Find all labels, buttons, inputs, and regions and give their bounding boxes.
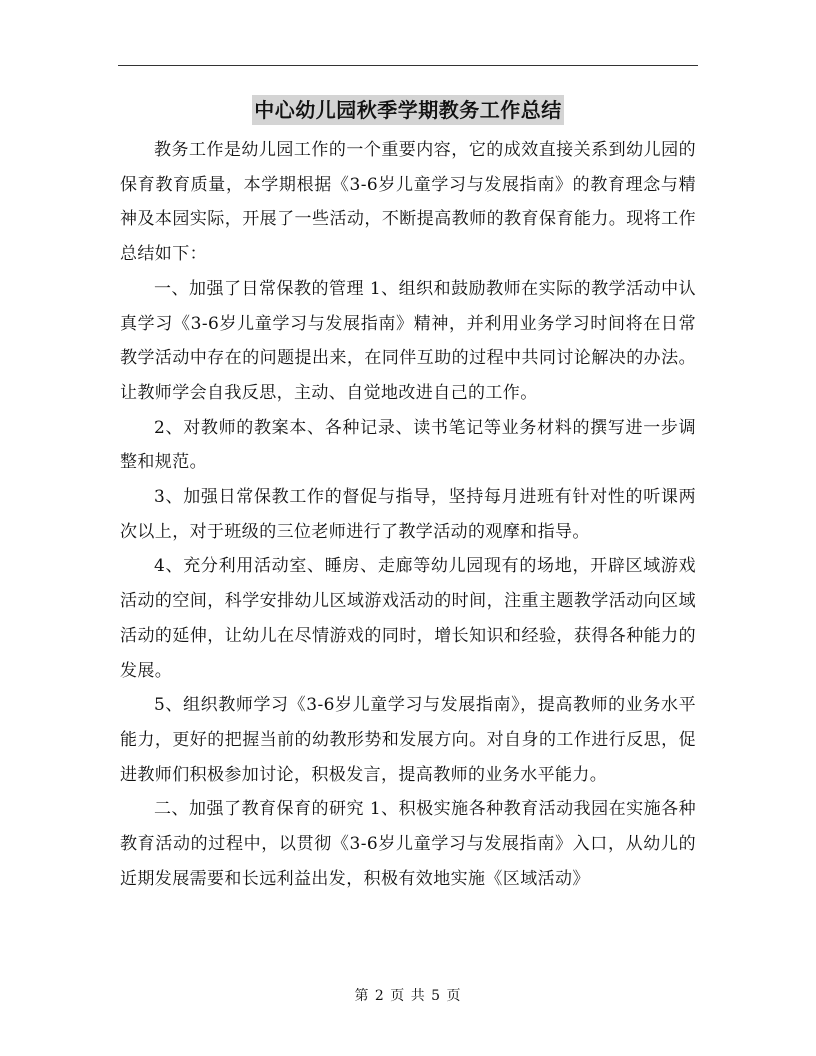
paragraph-item-5: 5、组织教师学习《3-6岁儿童学习与发展指南》，提高教师的业务水平能力，更好的把握当前的幼教形势和发展方向。对自身的工作进行反思，促进教师们积极参加讨论，积极发言，提高教师的业务水平能力。	[120, 695, 696, 785]
header-rule	[118, 65, 698, 66]
title-container	[0, 95, 816, 125]
paragraph-section-2: 二、加强了教育保育的研究 1、积极实施各种教育活动我园在实施各种教育活动的过程中，以贯彻《3-6岁儿童学习与发展指南》入口，从幼儿的近期发展需要和长远利益出发，积极有效地实施《区域活动》	[120, 799, 696, 889]
document-body	[120, 133, 696, 896]
paragraph-intro: 教务工作是幼儿园工作的一个重要内容，它的成效直接关系到幼儿园的保育教育质量，本学期根据《3-6岁儿童学习与发展指南》的教育理念与精神及本园实际，开展了一些活动，不断提高教师的教育保育能力。现将工作总结如下：	[120, 140, 696, 265]
paragraph-section-1: 一、加强了日常保教的管理 1、组织和鼓励教师在实际的教学活动中认真学习《3-6岁儿童学习与发展指南》精神，并利用业务学习时间将在日常教学活动中存在的问题提出来，在同伴互助的过程中共同讨论解决的办法。让教师学会自我反思，主动、自觉地改进自己的工作。	[120, 278, 696, 403]
paragraph-item-2: 2、对教师的教案本、各种记录、读书笔记等业务材料的撰写进一步调整和规范。	[120, 417, 696, 473]
document-title: 中心幼儿园秋季学期教务工作总结	[252, 95, 564, 125]
paragraph-item-4: 4、充分利用活动室、睡房、走廊等幼儿园现有的场地，开辟区域游戏活动的空间，科学安排幼儿区域游戏活动的时间，注重主题教学活动向区域活动的延伸，让幼儿在尽情游戏的同时，增长知识和经验，获得各种能力的发展。	[120, 556, 696, 681]
paragraph-item-3: 3、加强日常保教工作的督促与指导，坚持每月进班有针对性的听课两次以上，对于班级的三位老师进行了教学活动的观摩和指导。	[120, 487, 696, 542]
page-number-footer: 第 2 页 共 5 页	[354, 988, 462, 1004]
